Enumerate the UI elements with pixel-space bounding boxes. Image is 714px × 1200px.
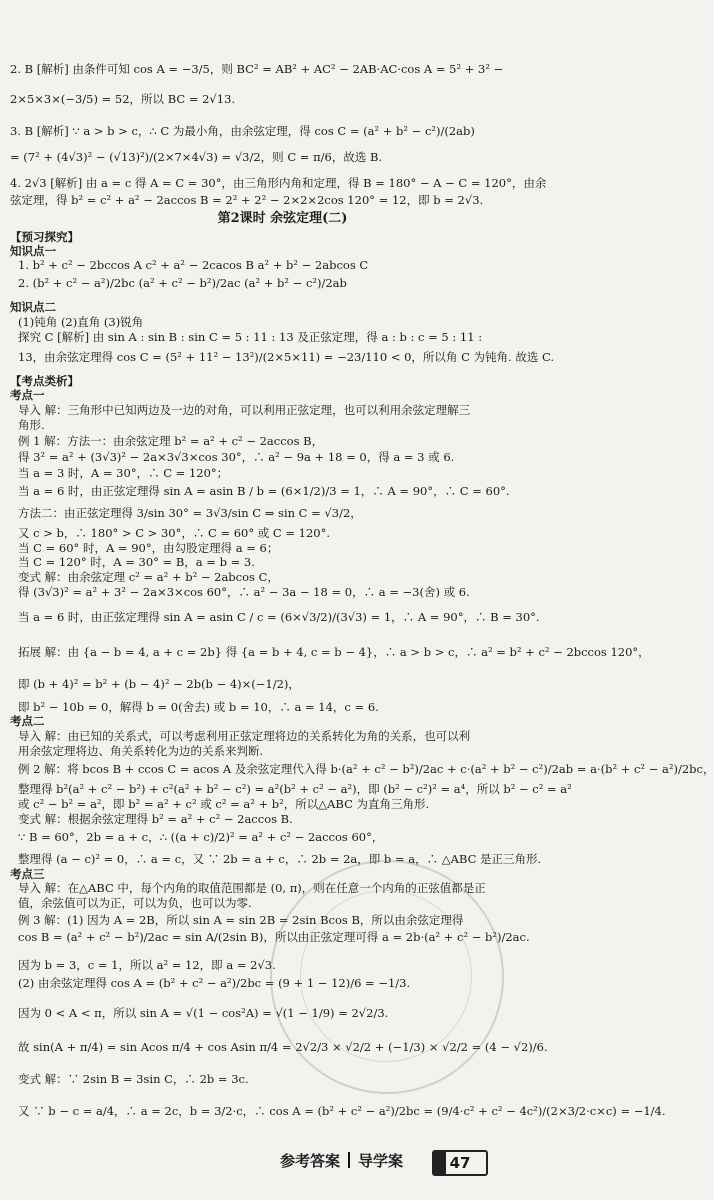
answer-4-line-1: 4. 2√3 [解析] 由 a = c 得 A = C = 30°，由三角形内角和定理，得 B = 180° − A − C = 120°，由余 — [10, 176, 547, 190]
answer-4-line-2: 弦定理，得 b² = c² + a² − 2accos B = 2² + 2² − 2×2×2cos 120° = 12，即 b = 2√3. — [10, 193, 484, 207]
topic-3-intro-line-1: 导入 解：在△ABC 中，每个内角的取值范围都是 (0, π)，则在任意一个内角的正弦值都是正 — [18, 881, 486, 895]
answer-2-line-2: 2×5×3×(−3/5) = 52，所以 BC = 2√13. — [10, 92, 236, 106]
knowledge-2-items: (1)钝角 (2)直角 (3)锐角 — [18, 315, 144, 329]
explore-line-2: 13，由余弦定理得 cos C = (5² + 11² − 13²)/(2×5×11) = −23/110 < 0，所以角 C 为钝角. 故选 C. — [18, 350, 555, 364]
heading-topic-3: 考点三 — [10, 867, 45, 881]
variant-1-line-3: 当 a = 6 时，由正弦定理得 sin A = asin C / c = (6×√3/2)/(3√3) = 1，∴ A = 90°，∴ B = 30°. — [18, 610, 540, 624]
variant-2-line-2: ∵ B = 60°，2b = a + c，∴ ((a + c)/2)² = a² + c² − 2accos 60°， — [18, 830, 384, 844]
example-1-line-4: 当 a = 6 时，由正弦定理得 sin A = asin B / b = (6×1/2)/3 = 1，∴ A = 90°，∴ C = 60°. — [18, 484, 510, 498]
example-1-line-1: 例 1 解：方法一：由余弦定理 b² = a² + c² − 2accos B， — [18, 434, 324, 448]
example-1-line-8: 当 C = 120° 时，A = 30° = B，a = b = 3. — [18, 555, 255, 569]
variant-3-line-2: 又 ∵ b − c = a/4，∴ a = 2c，b = 3/2·c，∴ cos A = (b² + c² − a²)/2bc = (9/4·c² + c² − 4c²)/(2×3/2·c×c) = −1/4. — [18, 1104, 666, 1118]
section-title: 第2课时 余弦定理(二) — [217, 211, 348, 226]
variant-3-line-1: 变式 解：∵ 2sin B = 3sin C，∴ 2b = 3c. — [18, 1072, 249, 1086]
page-number — [432, 1150, 488, 1176]
topic-1-intro-line-2: 角形. — [18, 418, 45, 432]
page-number-value: 47 — [449, 1154, 471, 1172]
heading-analysis: 【考点类析】 — [10, 374, 79, 388]
watermark-stamp-inner — [300, 890, 472, 1062]
example-1-line-6: 又 c > b，∴ 180° > C > 30°，∴ C = 60° 或 C = 120°. — [18, 526, 331, 540]
example-2-line-2: 整理得 b²(a² + c² − b²) + c²(a² + b² − c²) = a²(b² + c² − a²)，即 (b² − c²)² = a⁴，所以 b² − c² = a² — [18, 782, 572, 796]
variant-2-line-1: 变式 解：根据余弦定理得 b² = a² + c² − 2accos B. — [18, 812, 293, 826]
example-3-line-2: cos B = (a² + c² − b²)/2ac = sin A/(2sin B)，所以由正弦定理可得 a = 2b·(a² + c² − b²)/2ac. — [18, 930, 530, 944]
example-3-line-6: 故 sin(A + π/4) = sin Acos π/4 + cos Asin π/4 = 2√2/3 × √2/2 + (−1/3) × √2/2 = (4 − √2)/6. — [18, 1040, 548, 1054]
variant-1-line-1: 变式 解：由余弦定理 c² = a² + b² − 2abcos C， — [18, 570, 279, 584]
example-3-line-3: 因为 b = 3，c = 1，所以 a² = 12，即 a = 2√3. — [18, 958, 276, 972]
footer-brand: 导学案 — [358, 1152, 404, 1170]
variant-1-line-2: 得 (3√3)² = a² + 3² − 2a×3×cos 60°，∴ a² − 3a − 18 = 0，∴ a = −3(舍) 或 6. — [18, 585, 470, 599]
footer-divider — [348, 1152, 350, 1168]
topic-2-intro-line-2: 用余弦定理将边、角关系转化为边的关系来判断. — [18, 744, 264, 758]
extension-line-1: 拓展 解：由 {a − b = 4, a + c = 2b} 得 {a = b + 4, c = b − 4}，∴ a > b > c，∴ a² = b² + c² − 2bccos 120°， — [18, 645, 650, 659]
knowledge-1-item-2: 2. (b² + c² − a²)/2bc (a² + c² − b²)/2ac (a² + b² − c²)/2ab — [18, 276, 347, 290]
explore-line-1: 探究 C [解析] 由 sin A : sin B : sin C = 5 : 11 : 13 及正弦定理，得 a : b : c = 5 : 11 : — [18, 330, 483, 344]
example-3-line-4: (2) 由余弦定理得 cos A = (b² + c² − a²)/2bc = (9 + 1 − 12)/6 = −1/3. — [18, 976, 411, 990]
extension-line-2: 即 (b + 4)² = b² + (b − 4)² − 2b(b − 4)×(−1/2)， — [18, 677, 300, 691]
example-1-line-7: 当 C = 60° 时，A = 90°，由勾股定理得 a = 6； — [18, 541, 279, 555]
example-1-line-2: 得 3² = a² + (3√3)² − 2a×3√3×cos 30°，∴ a² − 9a + 18 = 0，得 a = 3 或 6. — [18, 450, 455, 464]
knowledge-1-item-1: 1. b² + c² − 2bccos A c² + a² − 2cacos B a² + b² − 2abcos C — [18, 258, 369, 272]
heading-knowledge-2: 知识点二 — [10, 300, 56, 314]
example-1-line-3: 当 a = 3 时，A = 30°，∴ C = 120°； — [18, 466, 229, 480]
heading-knowledge-1: 知识点一 — [10, 244, 56, 258]
topic-1-intro-line-1: 导入 解：三角形中已知两边及一边的对角，可以利用正弦定理，也可以利用余弦定理解三 — [18, 403, 471, 417]
answer-3-line-1: 3. B [解析] ∵ a > b > c，∴ C 为最小角，由余弦定理，得 cos C = (a² + b² − c²)/(2ab) — [10, 124, 475, 138]
example-1-line-5: 方法二：由正弦定理得 3/sin 30° = 3√3/sin C ⇒ sin C = √3/2， — [18, 506, 362, 520]
variant-2-line-3: 整理得 (a − c)² = 0，∴ a = c，又 ∵ 2b = a + c，∴ 2b = 2a，即 b = a，∴ △ABC 是正三角形. — [18, 852, 542, 866]
answer-3-line-2: = (7² + (4√3)² − (√13)²)/(2×7×4√3) = √3/2，则 C = π/6，故选 B. — [10, 150, 383, 164]
example-2-line-1: 例 2 解：将 bcos B + ccos C = acos A 及余弦定理代入得 b·(a² + c² − b²)/2ac + c·(a² + b² − c²)/2ab = a·(b² + c² − a²)/2bc， — [18, 762, 714, 776]
example-3-line-1: 例 3 解：(1) 因为 A = 2B，所以 sin A = sin 2B = 2sin Bcos B，所以由余弦定理得 — [18, 913, 464, 927]
footer-label: 参考答案 — [280, 1152, 341, 1170]
example-3-line-5: 因为 0 < A < π，所以 sin A = √(1 − cos²A) = √(1 − 1/9) = 2√2/3. — [18, 1006, 389, 1020]
topic-3-intro-line-2: 值，余弦值可以为正，可以为负，也可以为零. — [18, 896, 252, 910]
answer-2-line-1: 2. B [解析] 由条件可知 cos A = −3/5，则 BC² = AB² + AC² − 2AB·AC·cos A = 5² + 3² − — [10, 62, 504, 76]
extension-line-3: 即 b² − 10b = 0，解得 b = 0(舍去) 或 b = 10，∴ a = 14，c = 6. — [18, 700, 379, 714]
page-number-tab — [434, 1152, 446, 1174]
heading-preview: 【预习探究】 — [10, 230, 79, 244]
example-2-line-3: 或 c² − b² = a²，即 b² = a² + c² 或 c² = a² + b²，所以△ABC 为直角三角形. — [18, 797, 430, 811]
topic-2-intro-line-1: 导入 解：由已知的关系式，可以考虑利用正弦定理将边的关系转化为角的关系，也可以利 — [18, 729, 471, 743]
heading-topic-1: 考点一 — [10, 388, 45, 402]
page-footer — [280, 1152, 403, 1171]
heading-topic-2: 考点二 — [10, 714, 45, 728]
